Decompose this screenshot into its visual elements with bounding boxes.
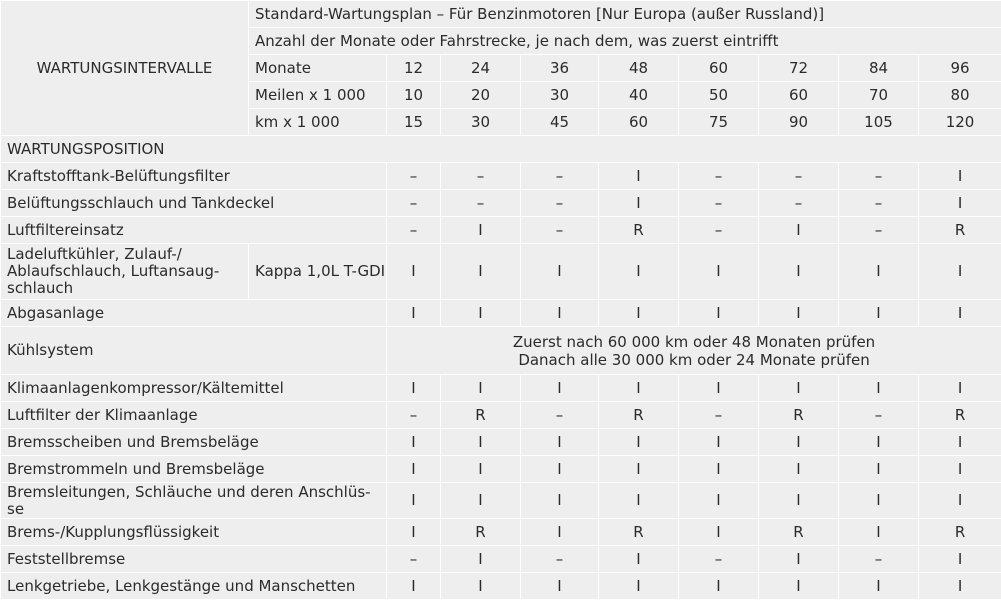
interval-cell: – [679,190,759,217]
table-row [1,456,1001,483]
interval-cell: – [521,217,599,244]
interval-cell: I [599,300,679,327]
item-name: Ladeluftkühler, Zulauf-/ Ablaufschlauch, Luftansaug-schlauch [1,244,249,300]
interval-cell: I [521,244,599,300]
interval-cell: – [441,190,521,217]
miles-value: 50 [679,82,759,109]
km-value: 60 [599,109,679,136]
interval-cell: I [521,519,599,546]
miles-value: 20 [441,82,521,109]
interval-cell: I [839,456,919,483]
cooling-note-line: Zuerst nach 60 000 km oder 48 Monaten prüfen [512,332,876,351]
interval-cell: – [521,402,599,429]
miles-value: 70 [839,82,919,109]
table-row [1,163,1001,190]
interval-cell: I [387,456,441,483]
interval-cell: I [679,483,759,519]
interval-cell: – [679,402,759,429]
interval-cell: R [919,402,1001,429]
interval-cell: – [839,546,919,573]
item-name: Abgasanlage [1,300,387,327]
cooling-note [387,327,1001,375]
table-row [1,402,1001,429]
interval-cell: R [919,519,1001,546]
miles-value: 40 [599,82,679,109]
km-value: 15 [387,109,441,136]
interval-cell: I [521,429,599,456]
interval-cell: I [441,244,521,300]
interval-cell: R [599,217,679,244]
item-name: Luftfiltereinsatz [1,217,387,244]
table-row [1,300,1001,327]
interval-cell: I [387,244,441,300]
table-row [1,429,1001,456]
table-row [1,483,1001,519]
interval-cell: I [919,244,1001,300]
engine-variant: Kappa 1,0L T-GDI [249,244,387,300]
interval-cell: I [599,573,679,600]
table-row [1,190,1001,217]
interval-cell: I [839,519,919,546]
interval-cell: I [599,163,679,190]
month-value: 84 [839,55,919,82]
intervals-label: WARTUNGSINTERVALLE [1,1,249,136]
interval-cell: – [521,190,599,217]
interval-cell: – [387,546,441,573]
item-name: Bremstrommeln und Bremsbeläge [1,456,387,483]
interval-cell: – [839,402,919,429]
interval-cell: – [521,163,599,190]
km-value: 105 [839,109,919,136]
interval-cell: I [441,573,521,600]
interval-cell: – [679,546,759,573]
item-name: Kühlsystem [1,327,387,375]
interval-cell: R [759,519,839,546]
interval-cell: I [387,483,441,519]
position-label: WARTUNGSPOSITION [1,136,1001,163]
interval-cell: I [441,546,521,573]
interval-cell: – [839,190,919,217]
miles-value: 80 [919,82,1001,109]
item-name: Brems-/Kupplungsflüssigkeit [1,519,387,546]
interval-cell: – [387,190,441,217]
interval-cell: I [919,546,1001,573]
interval-cell: – [387,402,441,429]
interval-cell: I [441,217,521,244]
interval-cell: – [679,163,759,190]
interval-cell: I [679,519,759,546]
table-row [1,327,1001,375]
interval-cell: I [839,300,919,327]
month-value: 24 [441,55,521,82]
interval-cell: I [387,429,441,456]
month-value: 12 [387,55,441,82]
interval-cell: – [521,546,599,573]
interval-cell: I [521,456,599,483]
interval-cell: I [919,300,1001,327]
interval-cell: – [387,217,441,244]
interval-cell: I [759,483,839,519]
item-name: Bremsscheiben und Bremsbeläge [1,429,387,456]
interval-cell: I [441,375,521,402]
interval-cell: I [521,375,599,402]
interval-cell: – [759,190,839,217]
km-value: 30 [441,109,521,136]
interval-cell: I [759,546,839,573]
interval-cell: I [521,483,599,519]
interval-cell: R [919,217,1001,244]
miles-value: 30 [521,82,599,109]
interval-cell: R [441,402,521,429]
interval-cell: I [599,456,679,483]
interval-cell: I [759,217,839,244]
interval-cell: I [387,573,441,600]
interval-cell: I [919,375,1001,402]
month-value: 72 [759,55,839,82]
interval-cell: I [441,483,521,519]
interval-cell: I [759,244,839,300]
interval-cell: I [759,456,839,483]
interval-cell: I [599,190,679,217]
item-name: Luftfilter der Klimaanlage [1,402,387,429]
miles-value: 10 [387,82,441,109]
interval-cell: I [759,300,839,327]
interval-cell: I [441,429,521,456]
interval-cell: I [599,483,679,519]
table-row [1,244,1001,300]
interval-cell: I [919,429,1001,456]
interval-cell: I [599,375,679,402]
interval-cell: I [679,573,759,600]
interval-cell: I [387,375,441,402]
interval-cell: I [599,244,679,300]
km-value: 90 [759,109,839,136]
position-header-row [1,136,1001,163]
item-name: Bremsleitungen, Schläuche und deren Anschlüs-se [1,483,387,519]
interval-cell: I [387,300,441,327]
interval-cell: I [387,519,441,546]
header-row-title [1,1,1001,28]
months-label: Monate [249,55,387,82]
interval-cell: I [919,483,1001,519]
interval-cell: I [679,300,759,327]
km-value: 75 [679,109,759,136]
interval-cell: I [839,375,919,402]
table-row [1,546,1001,573]
interval-cell: I [839,573,919,600]
km-value: 45 [521,109,599,136]
interval-cell: I [919,573,1001,600]
interval-cell: I [441,300,521,327]
interval-cell: R [441,519,521,546]
km-label: km x 1 000 [249,109,387,136]
miles-value: 60 [759,82,839,109]
interval-cell: I [599,546,679,573]
interval-cell: I [839,244,919,300]
interval-cell: – [387,163,441,190]
interval-cell: I [759,429,839,456]
item-name: Kraftstofftank-Belüftungsfilter [1,163,387,190]
item-name: Belüftungsschlauch und Tankdeckel [1,190,387,217]
interval-cell: I [679,429,759,456]
table-row [1,217,1001,244]
plan-title: Standard-Wartungsplan – Für Benzinmotoren [Nur Europa (außer Russland)] [249,1,1001,28]
table-row [1,519,1001,546]
item-name: Lenkgetriebe, Lenkgestänge und Manschetten [1,573,387,600]
interval-cell: I [839,483,919,519]
interval-cell: I [919,163,1001,190]
month-value: 96 [919,55,1001,82]
month-value: 60 [679,55,759,82]
interval-cell: I [759,573,839,600]
interval-cell: I [679,244,759,300]
interval-cell: I [521,300,599,327]
interval-cell: – [679,217,759,244]
interval-cell: I [919,190,1001,217]
item-name: Klimaanlagenkompressor/Kältemittel [1,375,387,402]
interval-cell: R [759,402,839,429]
plan-subtitle: Anzahl der Monate oder Fahrstrecke, je nach dem, was zuerst eintrifft [249,28,1001,55]
month-value: 48 [599,55,679,82]
interval-cell: – [441,163,521,190]
interval-cell: I [441,456,521,483]
miles-label: Meilen x 1 000 [249,82,387,109]
interval-cell: – [839,217,919,244]
km-value: 120 [919,109,1001,136]
cooling-note-line: Danach alle 30 000 km oder 24 Monate prüfen [518,350,870,369]
interval-cell: I [679,375,759,402]
interval-cell: I [521,573,599,600]
interval-cell: – [759,163,839,190]
interval-cell: R [599,402,679,429]
interval-cell: I [759,375,839,402]
interval-cell: – [839,163,919,190]
interval-cell: I [599,429,679,456]
interval-cell: I [839,429,919,456]
interval-cell: I [679,456,759,483]
month-value: 36 [521,55,599,82]
item-name: Feststellbremse [1,546,387,573]
interval-cell: R [599,519,679,546]
table-row [1,375,1001,402]
interval-cell: I [919,456,1001,483]
table-row [1,573,1001,600]
